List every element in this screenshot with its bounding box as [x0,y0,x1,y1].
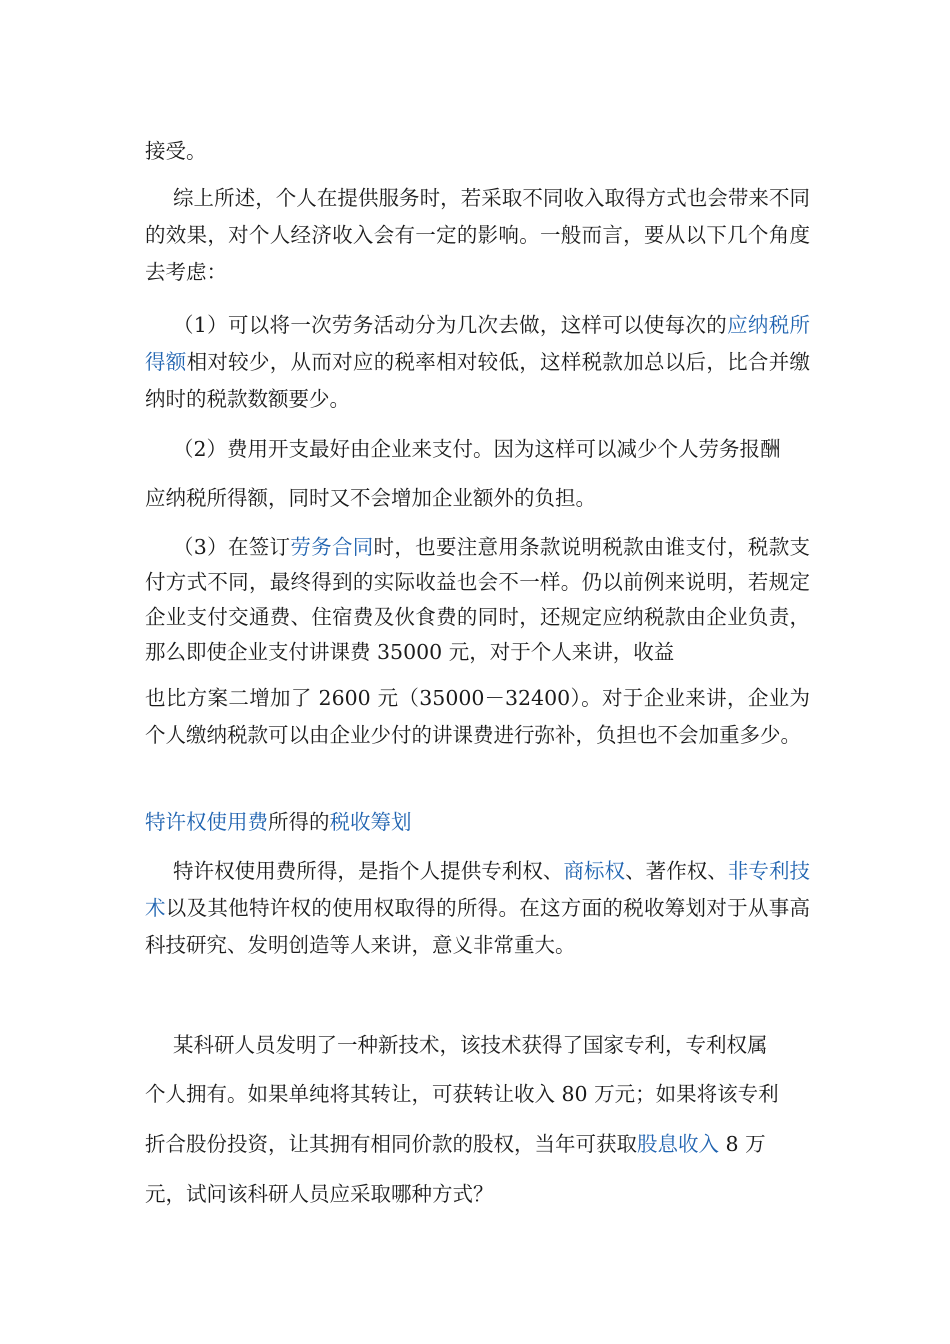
paragraph-example-line-3 [145,1126,810,1163]
link-dividend-income[interactable]: 股息收入 [637,1132,719,1156]
paragraph-example-line-1: 某科研人员发明了一种新技术，该技术获得了国家专利，专利权属 [173,1033,768,1057]
paragraph-example-line-2: 个人拥有。如果单纯将其转让，可获转让收入 80 万元；如果将该专利 [145,1082,779,1106]
paragraph-point-1 [145,307,810,418]
royalty-text-a: 特许权使用费所得，是指个人提供专利权、 [173,859,564,883]
point-3-text-a: （3）在签订 [173,535,291,559]
paragraph-example-line-4: 元，试问该科研人员应采取哪种方式？ [145,1182,494,1206]
link-tax-planning[interactable]: 税收筹划 [329,810,412,834]
point-1-text-a: （1）可以将一次劳务活动分为几次去做，这样可以使每次的 [173,313,728,337]
paragraph-continuation: 接受。 [145,139,207,163]
paragraph-point-3-continued: 也比方案二增加了 2600 元（35000－32400）。对于企业来讲，企业为个人缴纳税款可以由企业少付的讲课费进行弥补，负担也不会加重多少。 [145,686,810,747]
heading-middle: 所得的 [268,810,330,834]
paragraph-royalty [145,853,810,964]
section-heading [145,804,810,841]
royalty-text-b: 、著作权、 [625,859,728,883]
paragraph-summary: 综上所述，个人在提供服务时，若采取不同收入取得方式也会带来不同的效果，对个人经济收入会有一定的影响。一般而言，要从以下几个角度去考虑： [145,186,810,284]
link-taxable-income[interactable]: 应纳税所得额 [145,313,811,374]
link-trademark[interactable]: 商标权 [563,859,626,883]
point-3-text-b: 时，也要注意用条款说明税款由谁支付，税款支付方式不同，最终得到的实际收益也会不一样。仍以前例来说明，若规定企业支付交通费、住宿费及伙食费的同时，还规定应纳税款由企业负责，那么即使企业支付讲课费 35000 元，对于个人来讲，收益 [145,535,811,664]
royalty-text-c: 以及其他特许权的使用权取得的所得。在这方面的税收筹划对于从事高科技研究、发明创造等人来讲，意义非常重大。 [145,896,811,957]
paragraph-point-2-line-2: 应纳税所得额，同时又不会增加企业额外的负担。 [145,486,596,510]
paragraph-point-3 [145,530,810,670]
point-1-text-b: 相对较少，从而对应的税率相对较低，这样税款加总以后，比合并缴纳时的税款数额要少。 [145,350,811,411]
link-non-patent-tech[interactable]: 非专利技术 [145,859,811,920]
example-text-a: 折合股份投资，让其拥有相同价款的股权，当年可获取 [145,1132,637,1156]
link-labor-contract[interactable]: 劳务合同 [290,535,374,559]
link-royalty[interactable]: 特许权使用费 [145,810,268,834]
paragraph-point-2-line-1: （2）费用开支最好由企业来支付。因为这样可以减少个人劳务报酬 [173,437,781,461]
example-text-b: 8 万 [719,1132,766,1156]
